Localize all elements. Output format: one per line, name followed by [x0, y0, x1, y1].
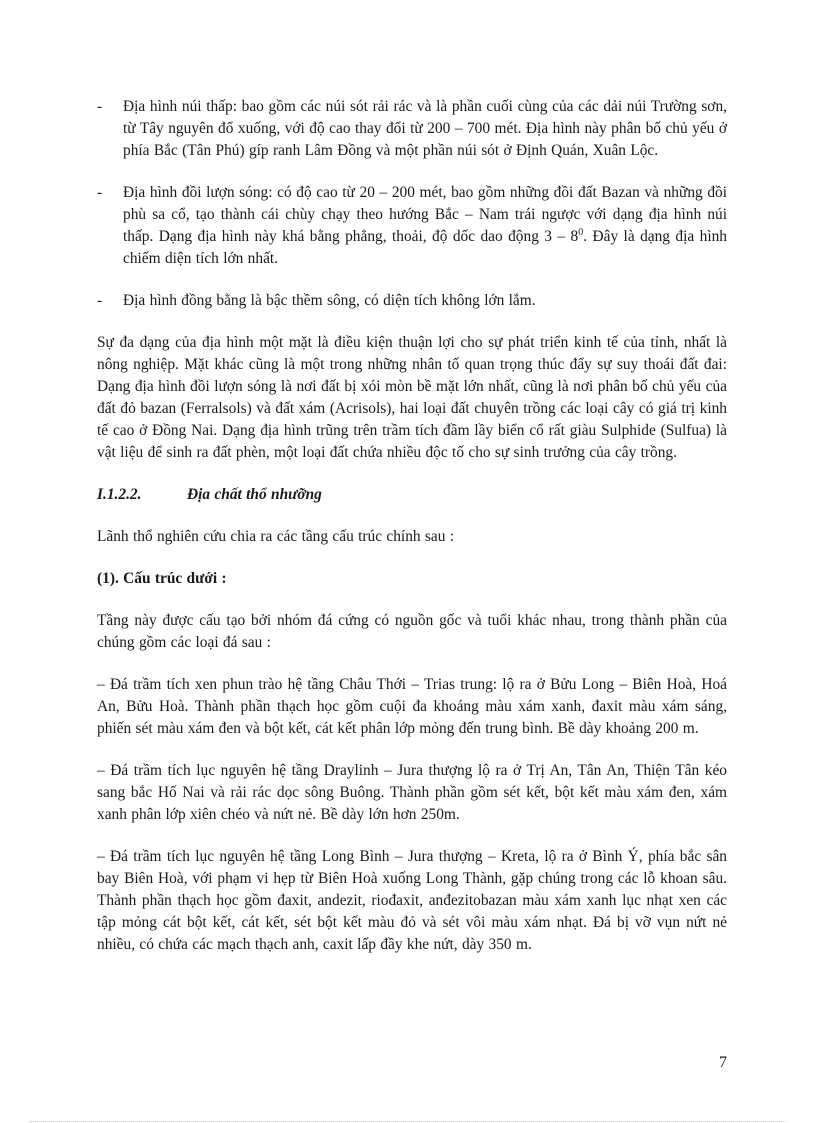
- bullet-text-part: Địa hình đồi lượn sóng: có độ cao từ 20 – 200 mét, bao gồm những đồi đất Bazan và những đồi phù sa cổ, tạo thành cái chùy chạy theo hướng Bắc – Nam trái ngược với dạng địa hình núi thấp. Dạng địa hình này khá bằng phẳng, thoải, độ dốc dao động 3 – 8: [123, 184, 727, 245]
- paragraph-terrain-diversity: Sự đa dạng của địa hình một mặt là điều kiện thuận lợi cho sự phát triển kinh tế của tỉnh, nhất là nông nghiệp. Mặt khác cũng là một trong những nhân tố quan trọng thúc đẩy sự suy thoái đất đai: Dạng địa hình đồi lượn sóng là nơi đất bị xói mòn bề mặt lớn nhất, cũng là nơi phân bố chủ yếu của đất đỏ bazan (Ferralsols) và đất xám (Acrisols), hai loại đất chuyên trồng các loại cây có giá trị kinh tế cao ở Đồng Nai. Dạng địa hình trũng trên trầm tích đầm lầy biển cổ rất giàu Sulphide (Sulfua) là vật liệu để sinh ra đất phèn, một loại đất chứa nhiều độc tố cho sự sinh trưởng của cây trồng.: [97, 334, 727, 461]
- section-heading: [97, 484, 727, 506]
- bullet-text-part: . Đây là dạng địa hình chiếm diện tích lớn nhất.: [123, 228, 727, 267]
- subsection-heading: (1). Cấu trúc dưới :: [97, 570, 227, 587]
- bullet-dash: -: [97, 292, 103, 309]
- page-bottom-divider: [30, 1121, 786, 1122]
- paragraph-rock-draylinh: – Đá trầm tích lục nguyên hệ tầng Draylinh – Jura thượng lộ ra ở Trị An, Tân An, Thiện Tân kéo sang bắc Hố Nai và rải rác dọc sông Buông. Thành phần gồm sét kết, bột kết màu xám đen, xám xanh phân lớp xiên chéo và nứt nẻ. Bề dày lớn hơn 250m.: [97, 762, 727, 823]
- bullet-text: Địa hình đồng bằng là bậc thềm sông, có diện tích không lớn lắm.: [123, 292, 536, 309]
- paragraph-rock-chauthoi: – Đá trầm tích xen phun trào hệ tầng Châu Thới – Trias trung: lộ ra ở Bửu Long – Biên Hoà, Hoá An, Bửu Hoà. Thành phần thạch học gồm cuội đa khoáng màu xám xanh, đaxit màu xám sáng, phiến sét màu xám đen và bột kết, cát kết phân lớp mỏng đến trung bình. Bề dày khoảng 200 m.: [97, 676, 727, 737]
- bullet-text: [123, 182, 727, 270]
- bullet-dash: -: [97, 184, 103, 201]
- paragraph-structure: Tầng này được cấu tạo bởi nhóm đá cứng có nguồn gốc và tuổi khác nhau, trong thành phần của chúng gồm các loại đá sau :: [97, 612, 727, 651]
- bullet-item: [97, 96, 727, 162]
- section-number: I.1.2.2.: [97, 486, 142, 503]
- page-number: 7: [719, 1054, 727, 1071]
- bullet-item: [97, 182, 727, 270]
- bullet-dash: -: [97, 98, 103, 115]
- paragraph-intro: Lãnh thổ nghiên cứu chia ra các tầng cấu trúc chính sau :: [97, 528, 455, 545]
- section-title: Địa chất thổ nhưỡng: [187, 486, 322, 503]
- degree-superscript: 0: [578, 226, 584, 238]
- bullet-item: [97, 290, 727, 312]
- bullet-text: Địa hình núi thấp: bao gồm các núi sót rải rác và là phần cuối cùng của các dải núi Trường sơn, từ Tây nguyên đổ xuống, với độ cao thay đổi từ 200 – 700 mét. Địa hình này phân bố chủ yếu ở phía Bắc (Tân Phú) gíp ranh Lâm Đồng và một phần núi sót ở Định Quán, Xuân Lộc.: [123, 98, 727, 159]
- paragraph-rock-longbinh: – Đá trầm tích lục nguyên hệ tầng Long Bình – Jura thượng – Kreta, lộ ra ở Bình Ý, phía bắc sân bay Biên Hoà, với phạm vi hẹp từ Biên Hoà xuống Long Thành, gặp chúng trong các lỗ khoan sâu. Thành phần thạch học gồm đaxit, andezit, riođaxit, anđezitobazan màu xám xanh lục nhạt xen các tập mỏng cát bột kết, cát kết, sét bột kết màu đỏ và sét vôi màu xám nhạt. Đá bị vỡ vụn nứt nẻ nhiều, có chứa các mạch thạch anh, caxit lấp đầy khe nứt, dày 350 m.: [97, 848, 727, 953]
- page-content: [97, 96, 727, 976]
